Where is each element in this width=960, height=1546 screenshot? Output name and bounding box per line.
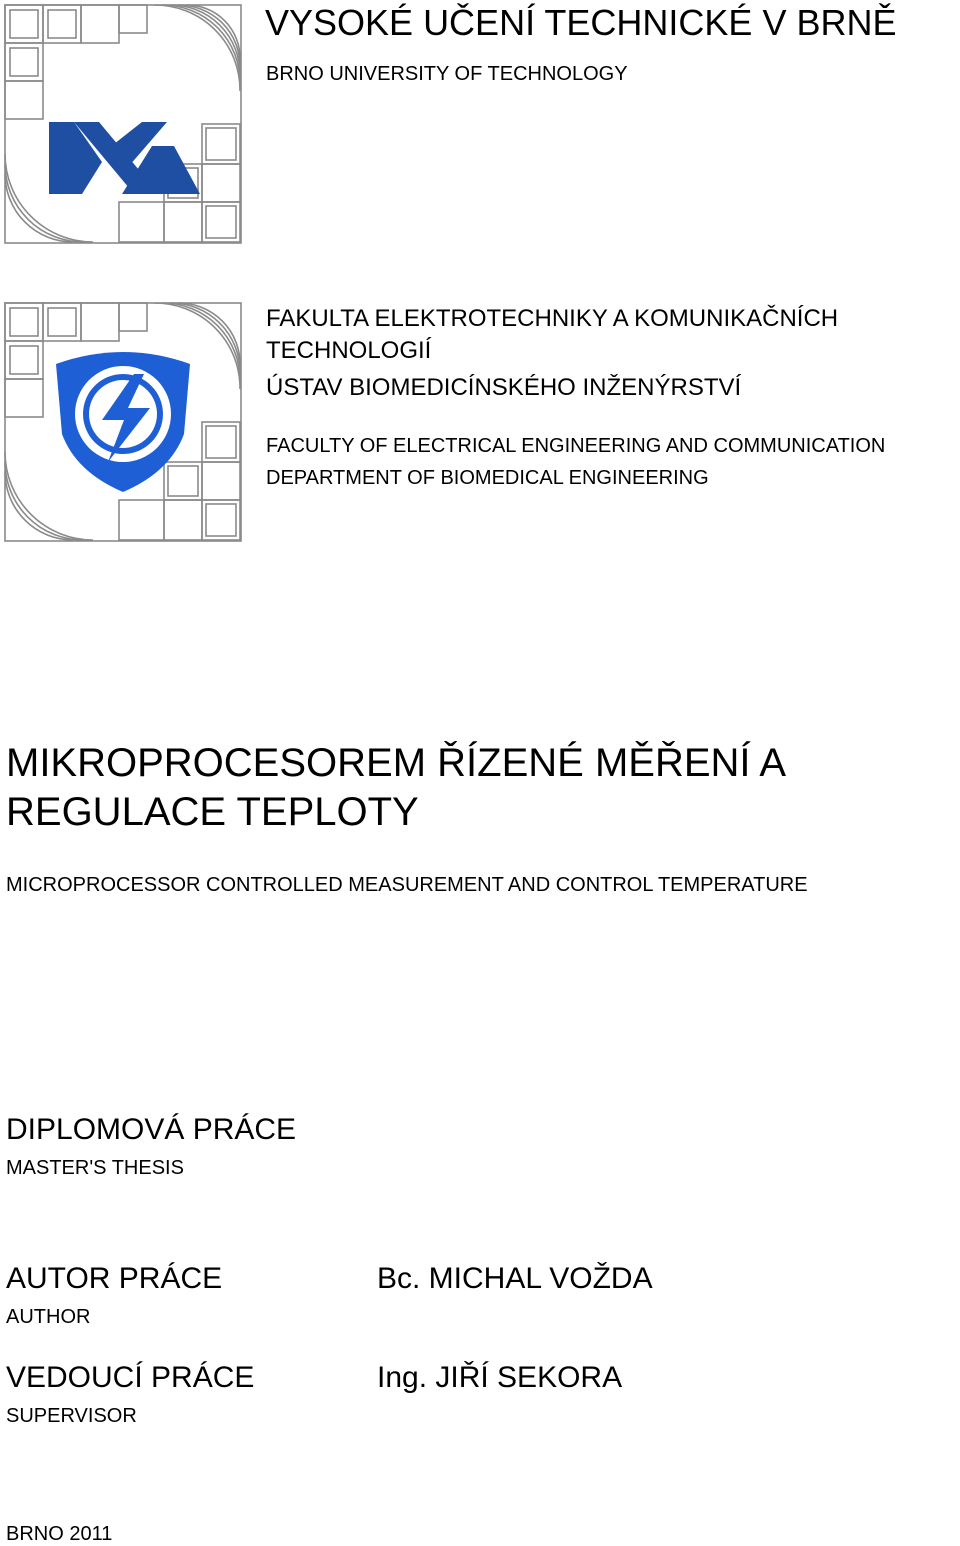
faculty-name-cz-line2: TECHNOLOGIÍ <box>266 337 432 364</box>
author-label-en: AUTHOR <box>6 1306 91 1328</box>
supervisor-label-cz: VEDOUCÍ PRÁCE <box>6 1361 255 1394</box>
faculty-name-en: FACULTY OF ELECTRICAL ENGINEERING AND COMMUNICATION <box>266 435 886 457</box>
thesis-title-en: MICROPROCESSOR CONTROLLED MEASUREMENT AND CONTROL TEMPERATURE <box>6 874 808 896</box>
thesis-title-cz-line1: MIKROPROCESOREM ŘÍZENÉ MĚŘENÍ A <box>6 741 787 785</box>
fekt-lightning-shield-icon <box>4 302 242 542</box>
university-name-cz: VYSOKÉ UČENÍ TECHNICKÉ V BRNĚ <box>265 2 897 43</box>
thesis-type-en: MASTER'S THESIS <box>6 1157 184 1179</box>
thesis-type-cz: DIPLOMOVÁ PRÁCE <box>6 1113 297 1146</box>
supervisor-label-en: SUPERVISOR <box>6 1405 137 1427</box>
faculty-name-cz-line1: FAKULTA ELEKTROTECHNIKY A KOMUNIKAČNÍCH <box>266 305 839 332</box>
author-label-cz: AUTOR PRÁCE <box>6 1262 223 1295</box>
vut-logo-icon <box>4 4 242 244</box>
place-year: BRNO 2011 <box>6 1523 113 1545</box>
department-name-en: DEPARTMENT OF BIOMEDICAL ENGINEERING <box>266 467 709 489</box>
author-name: Bc. MICHAL VOŽDA <box>377 1262 653 1295</box>
department-name-cz: ÚSTAV BIOMEDICÍNSKÉHO INŽENÝRSTVÍ <box>266 374 742 401</box>
supervisor-name: Ing. JIŘÍ SEKORA <box>377 1361 623 1394</box>
university-name-en: BRNO UNIVERSITY OF TECHNOLOGY <box>266 63 628 85</box>
thesis-title-cz-line2: REGULACE TEPLOTY <box>6 790 419 834</box>
